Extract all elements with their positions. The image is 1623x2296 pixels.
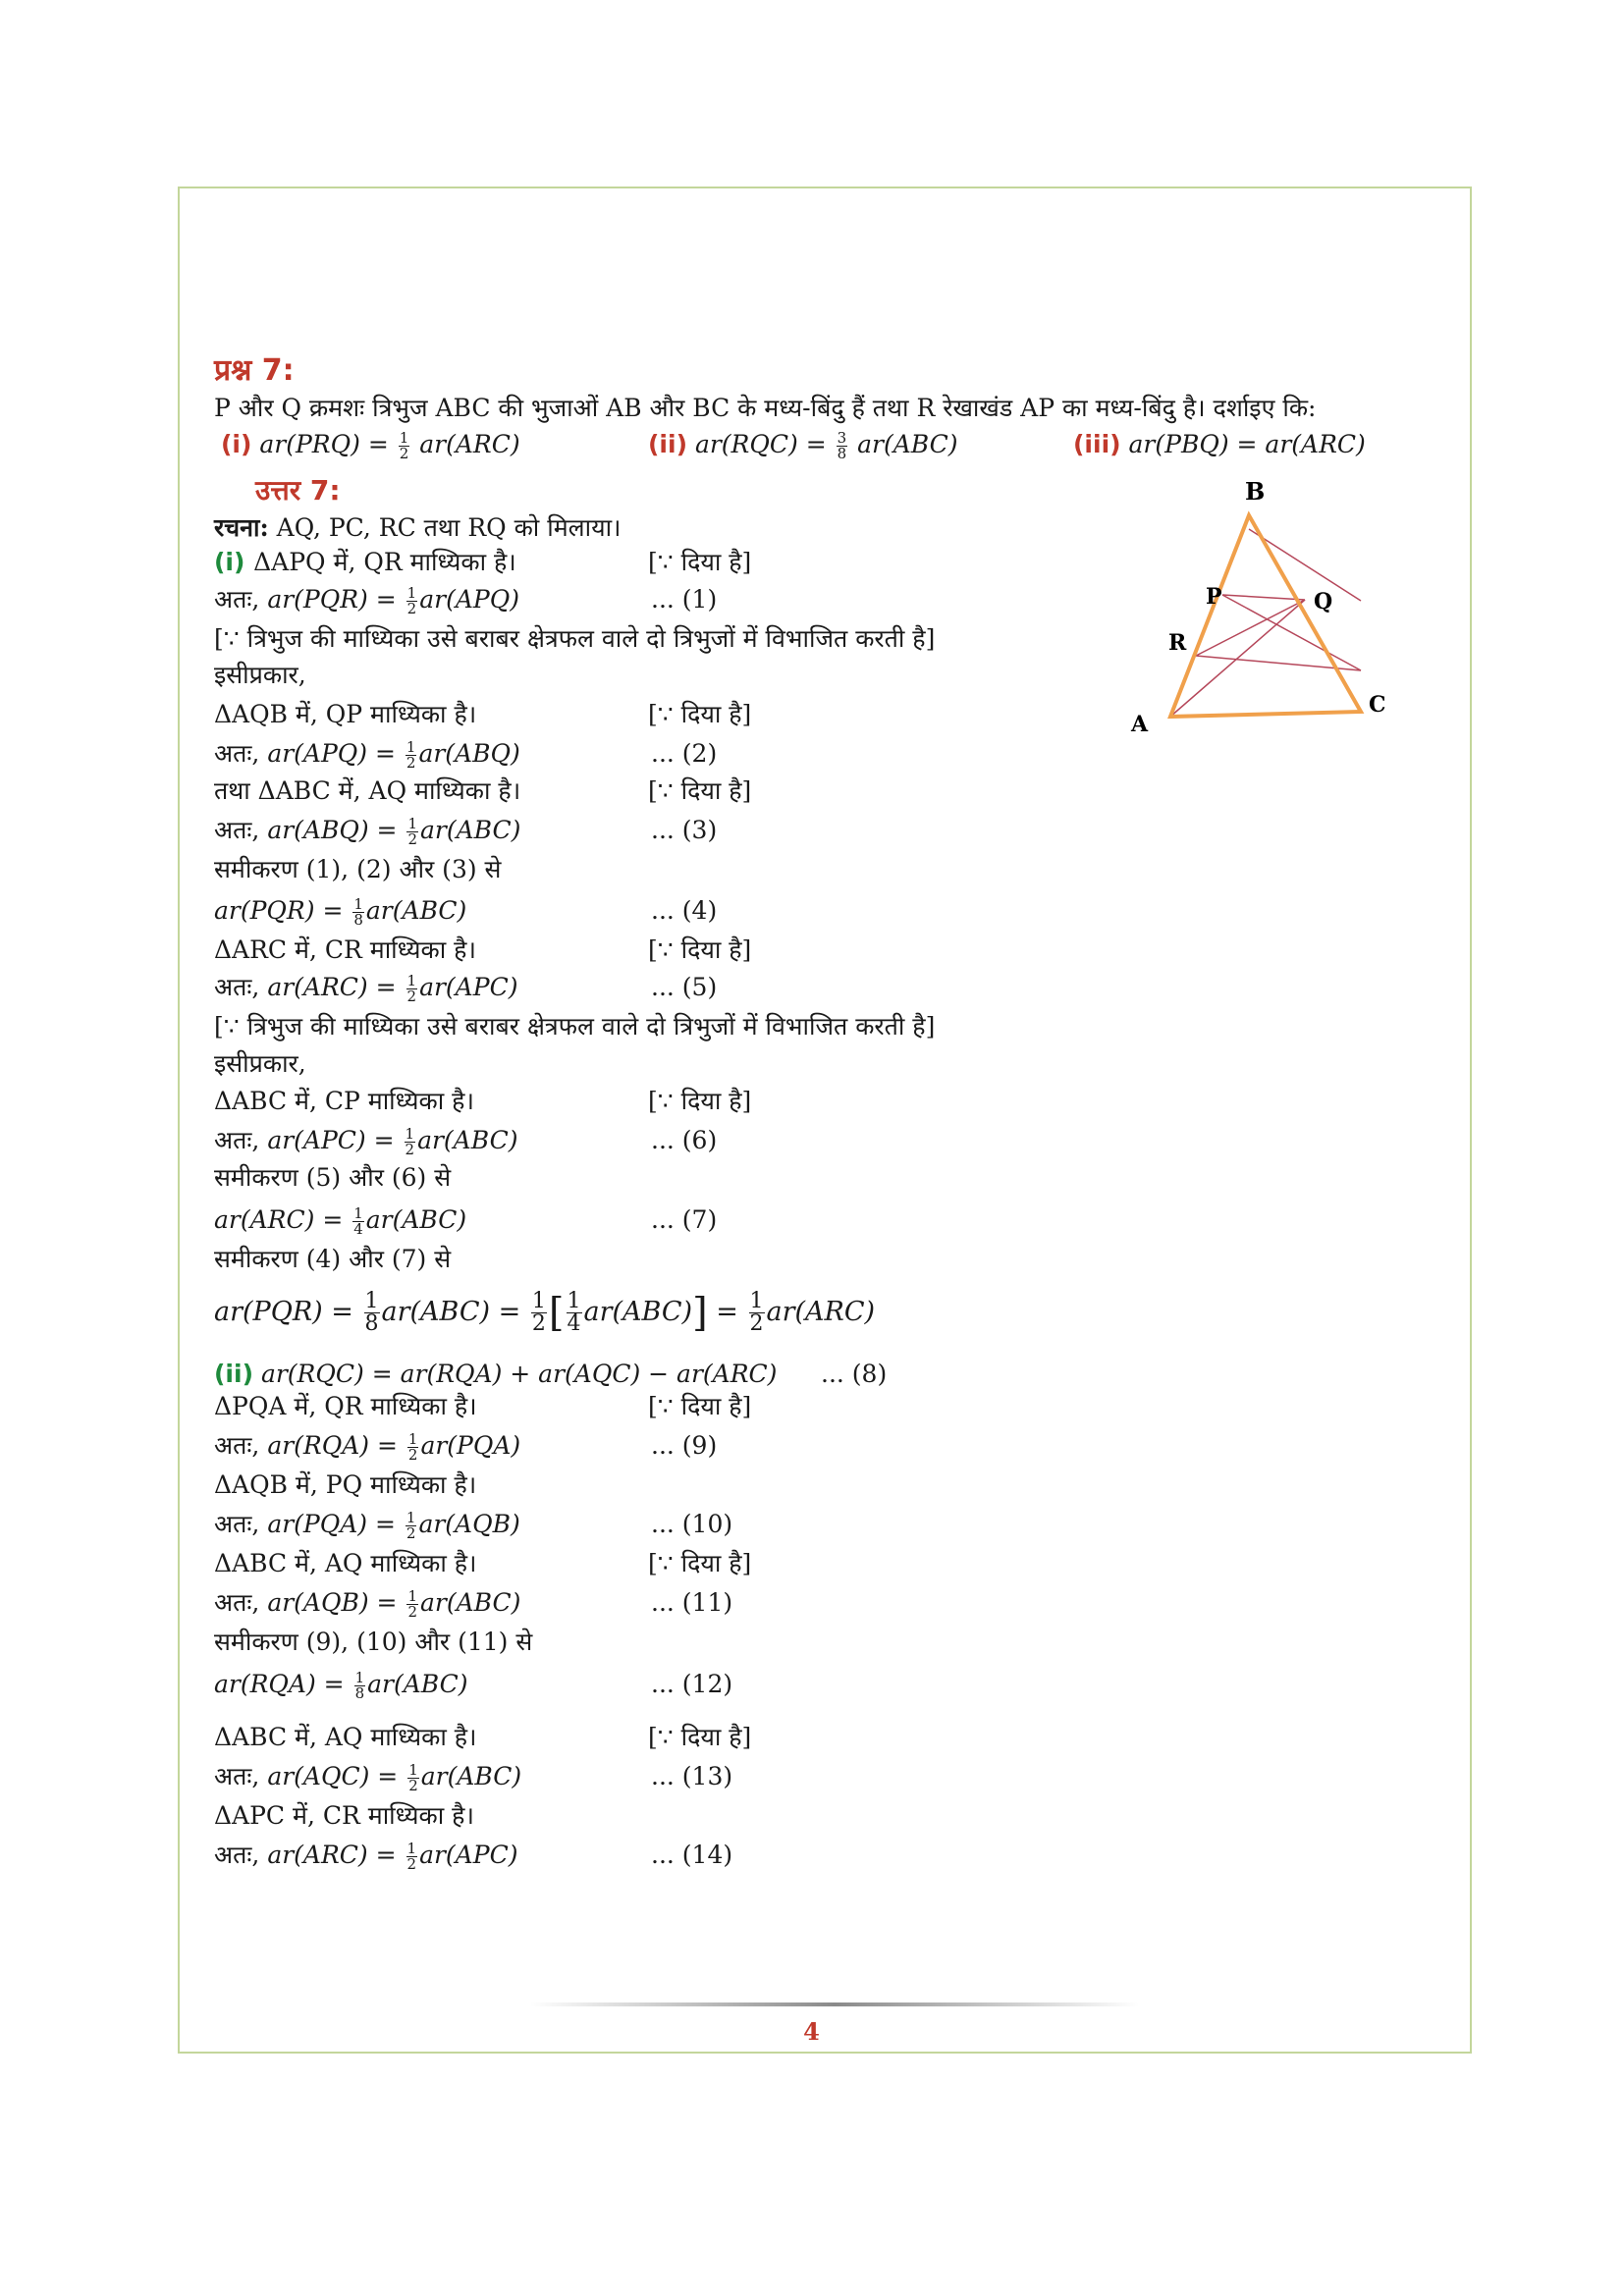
- part-rhs: ar(ARC): [419, 430, 520, 458]
- triangle-abc: [1170, 515, 1361, 717]
- label-c: C: [1369, 692, 1386, 718]
- part-rhs: ar(ARC): [1265, 430, 1366, 458]
- part-label: (ii): [648, 430, 687, 458]
- triangle-diagram: [1129, 476, 1394, 731]
- part-rhs: ar(ABC): [857, 430, 958, 458]
- line-aq: [1170, 600, 1305, 717]
- part-ii-line: (ii) ar(RQC) = ar(RQA) + ar(AQC) − ar(ARC) ... (8): [214, 1360, 888, 1388]
- similarly-line: इसीप्रकार,: [214, 1049, 306, 1078]
- step-line: ΔABC में, AQ माध्यिका है। [∵ दिया है]: [214, 1723, 752, 1751]
- label-q: Q: [1314, 589, 1333, 614]
- answer-heading: उत्तर 7:: [255, 474, 341, 507]
- equation-line: अतः, ar(AQC) = $\frac{1}{2}$ ar(ABC) ... (13): [214, 1761, 733, 1794]
- part-label: (i): [221, 430, 252, 458]
- part-ii: [648, 430, 958, 461]
- footer-separator: [530, 2002, 1139, 2006]
- equation-line: अतः, ar(APC) = $\frac{1}{2}$ ar(ABC) ... (6): [214, 1125, 718, 1158]
- question-heading: प्रश्न 7:: [214, 353, 295, 388]
- equation-line: अतः, ar(ARC) = $\frac{1}{2}$ ar(APC) ... (14): [214, 1840, 733, 1873]
- question-parts: [214, 430, 1451, 469]
- step-line: ΔPQA में, QR माध्यिका है। [∵ दिया है]: [214, 1392, 752, 1420]
- equation-line: अतः, ar(AQB) = $\frac{1}{2}$ ar(ABC) ... (11): [214, 1587, 733, 1621]
- equation-line: ar(RQA) = $\frac{1}{8}$ ar(ABC) ... (12): [214, 1669, 733, 1702]
- label-p: P: [1206, 584, 1222, 610]
- fraction: $\frac{1}{2}$: [399, 429, 409, 462]
- step-line: ΔABC में, AQ माध्यिका है। [∵ दिया है]: [214, 1549, 752, 1577]
- label-r: R: [1168, 630, 1187, 656]
- step-line: ΔAQB में, PQ माध्यिका है।: [214, 1470, 477, 1499]
- part-i: [221, 430, 520, 461]
- step-line: ΔABC में, CP माध्यिका है। [∵ दिया है]: [214, 1087, 752, 1115]
- label-b: B: [1245, 477, 1266, 506]
- construction-line: रचना: AQ, PC, RC तथा RQ को मिलाया।: [214, 513, 622, 542]
- step-line: समीकरण (5) और (6) से: [214, 1163, 452, 1192]
- equation-line: अतः, ar(PQR) = $\frac{1}{2}$ ar(APQ) ... (1): [214, 584, 718, 617]
- step-line: समीकरण (1), (2) और (3) से: [214, 855, 502, 883]
- equation-line: अतः, ar(ABQ) = $\frac{1}{2}$ ar(ABC) ... (3): [214, 815, 718, 848]
- step-line: समीकरण (4) और (7) से: [214, 1245, 452, 1273]
- part-label: (iii): [1073, 430, 1121, 458]
- similarly-line: इसीप्रकार,: [214, 661, 306, 689]
- page-number: 4: [803, 2017, 820, 2046]
- part-iii: [1073, 430, 1366, 458]
- equation-line: अतः, ar(ARC) = $\frac{1}{2}$ ar(APC) ... (5): [214, 972, 718, 1005]
- reason-line: [∵ त्रिभुज की माध्यिका उसे बराबर क्षेत्रफल वाले दो त्रिभुजों में विभाजित करती है]: [214, 1012, 936, 1041]
- step-line: ΔAPC में, CR माध्यिका है।: [214, 1801, 474, 1830]
- equation-line: अतः, ar(PQA) = $\frac{1}{2}$ ar(AQB) ... (10): [214, 1509, 733, 1542]
- question-statement: P और Q क्रमशः त्रिभुज ABC की भुजाओं AB और BC के मध्य-बिंदु हैं तथा R रेखाखंड AP का मध्य-बिंदु है। दर्शाइए कि:: [214, 394, 1317, 422]
- equation-line: अतः, ar(APQ) = $\frac{1}{2}$ ar(ABQ) ... (2): [214, 738, 718, 772]
- equation-line: ar(PQR) = $\frac{1}{8}$ ar(ABC) ... (4): [214, 895, 718, 929]
- step-line: समीकरण (9), (10) और (11) से: [214, 1628, 533, 1656]
- step-line: ΔAQB में, QP माध्यिका है। [∵ दिया है]: [214, 700, 752, 728]
- step-line: तथा ΔABC में, AQ माध्यिका है। [∵ दिया है]: [214, 776, 752, 805]
- reason-line: [∵ त्रिभुज की माध्यिका उसे बराबर क्षेत्रफल वाले दो त्रिभुजों में विभाजित करती है]: [214, 624, 936, 653]
- equation-line: अतः, ar(RQA) = $\frac{1}{2}$ ar(PQA) ... (9): [214, 1430, 718, 1464]
- part-lhs: ar(PBQ) =: [1128, 430, 1258, 458]
- part-lhs: ar(PRQ) =: [259, 430, 389, 458]
- label-a: A: [1131, 712, 1149, 731]
- part-lhs: ar(RQC) =: [694, 430, 827, 458]
- line-pq: [1249, 529, 1361, 601]
- fraction: $\frac{3}{8}$: [837, 429, 847, 462]
- step-line: (i) ΔAPQ में, QR माध्यिका है। [∵ दिया है]: [214, 548, 752, 576]
- step-line: ΔARC में, CR माध्यिका है। [∵ दिया है]: [214, 935, 752, 964]
- equation-line: ar(ARC) = $\frac{1}{4}$ ar(ABC) ... (7): [214, 1204, 718, 1238]
